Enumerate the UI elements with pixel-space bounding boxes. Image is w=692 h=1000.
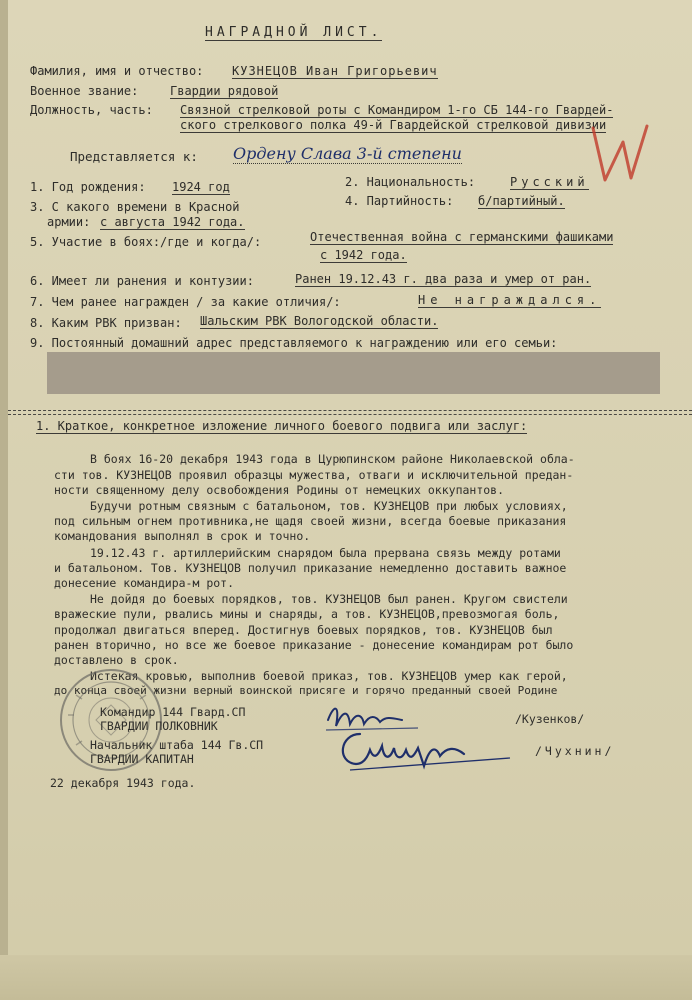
feat-line: ранен вторично, но все же боевое приказание - донесение командирам рот было: [54, 638, 574, 652]
feat-line: донесение командира-м рот.: [54, 576, 235, 590]
paper-edge-left: [0, 0, 8, 1000]
section-divider-2: [8, 414, 692, 415]
commander-name: /Кузенков/: [515, 712, 585, 726]
redacted-address: [47, 352, 660, 394]
feat-line: продолжал двигаться вперед. Достигнув боевых порядков, тов. КУЗНЕЦОВ был: [54, 623, 553, 637]
feat-line: и батальоном. Тов. КУЗНЕЦОВ получил приказание немедленно доставить важное: [54, 561, 567, 575]
army-since-label-1: 3. С какого времени в Красной: [30, 200, 240, 214]
draft-office-value: Шальским РВК Вологодской области.: [200, 314, 439, 328]
feat-heading: 1. Краткое, конкретное изложение личного боевого подвига или заслуг:: [36, 419, 528, 433]
paper-edge-bottom: [0, 955, 692, 1000]
battles-value-line-2: с 1942 года.: [320, 248, 407, 262]
document-title: НАГРАДНОЙ ЛИСТ.: [205, 25, 383, 40]
chief-of-staff-signature: [330, 726, 520, 776]
army-since-label-2: армии:: [47, 215, 91, 229]
feat-line: ности священному делу освобождения Родины от немецких оккупантов.: [54, 483, 505, 497]
feat-line: Будучи ротным связным с батальоном, тов. КУЗНЕЦОВ при любых условиях,: [90, 499, 568, 513]
chief-of-staff-rank: ГВАРДИИ КАПИТАН: [90, 752, 194, 766]
birth-year-label: 1. Год рождения:: [30, 180, 146, 194]
feat-line: сти тов. КУЗНЕЦОВ проявил образцы мужества, отваги и исключительной предан-: [54, 468, 574, 482]
commander-rank: ГВАРДИИ ПОЛКОВНИК: [100, 719, 218, 733]
rank-label: Военное звание:: [30, 84, 139, 98]
nominated-value: Ордену Слава 3-й степени: [233, 144, 462, 163]
battles-value-line-1: Отечественная война с германскими фашиками: [310, 230, 614, 244]
nationality-value: Русский: [510, 175, 589, 189]
awards-value: Не награждался.: [418, 293, 602, 307]
party-value: б/партийный.: [478, 194, 565, 208]
feat-line: под сильным огнем противника,не щадя своей жизни, всегда боевые приказания: [54, 514, 567, 528]
red-pencil-mark: [585, 120, 655, 190]
battles-label: 5. Участие в боях:/где и когда/:: [30, 235, 262, 249]
nationality-label: 2. Национальность:: [345, 175, 476, 189]
chief-of-staff-name: /Чухнин/: [535, 744, 615, 758]
document-date: 22 декабря 1943 года.: [50, 776, 196, 790]
feat-line: Не дойдя до боевых порядков, тов. КУЗНЕЦОВ был ранен. Кругом свистели: [90, 592, 568, 606]
rank-value: Гвардии рядовой: [170, 84, 279, 98]
name-label: Фамилия, имя и отчество:: [30, 64, 204, 78]
birth-year-value: 1924 год: [172, 180, 230, 194]
awards-label: 7. Чем ранее награжден / за какие отличия/:: [30, 295, 341, 309]
feat-line: В боях 16-20 декабря 1943 года в Цурюпинском районе Николаевской обла-: [90, 452, 575, 466]
party-label: 4. Партийность:: [345, 194, 454, 208]
wounds-label: 6. Имеет ли ранения и контузии:: [30, 274, 254, 288]
feat-line: командования выполнял в срок и точно.: [54, 529, 311, 543]
feat-line: 19.12.43 г. артиллерийским снарядом была прервана связь между ротами: [90, 546, 561, 560]
feat-line: Истекая кровью, выполнив боевой приказ, тов. КУЗНЕЦОВ умер как герой,: [90, 669, 568, 683]
feat-line: до конца своей жизни верный воинской присяге и горячо преданный своей Родине: [54, 684, 558, 697]
army-since-value: с августа 1942 года.: [100, 215, 245, 229]
draft-office-label: 8. Каким РВК призван:: [30, 316, 182, 330]
feat-line: вражеские пули, рвались мины и снаряды, а тов. КУЗНЕЦОВ,превозмогая боль,: [54, 607, 560, 621]
wounds-value: Ранен 19.12.43 г. два раза и умер от ран.: [295, 272, 592, 286]
section-divider-1: [8, 410, 692, 411]
position-label: Должность, часть:: [30, 103, 153, 117]
nominated-label: Представляется к:: [70, 149, 198, 164]
name-value: КУЗНЕЦОВ Иван Григорьевич: [232, 64, 438, 78]
feat-line: доставлено в срок.: [54, 653, 179, 667]
position-value-line-2: ского стрелкового полка 49-й Гвардейской стрелковой дивизии: [180, 118, 607, 132]
position-value-line-1: Связной стрелковой роты с Командиром 1-го СБ 144-го Гвардей-: [180, 103, 614, 117]
home-address-label: 9. Постоянный домашний адрес представляемого к награждению или его семьи:: [30, 336, 558, 350]
chief-of-staff-title: Начальник штаба 144 Гв.СП: [90, 738, 264, 752]
commander-title: Командир 144 Гвард.СП: [100, 705, 246, 719]
